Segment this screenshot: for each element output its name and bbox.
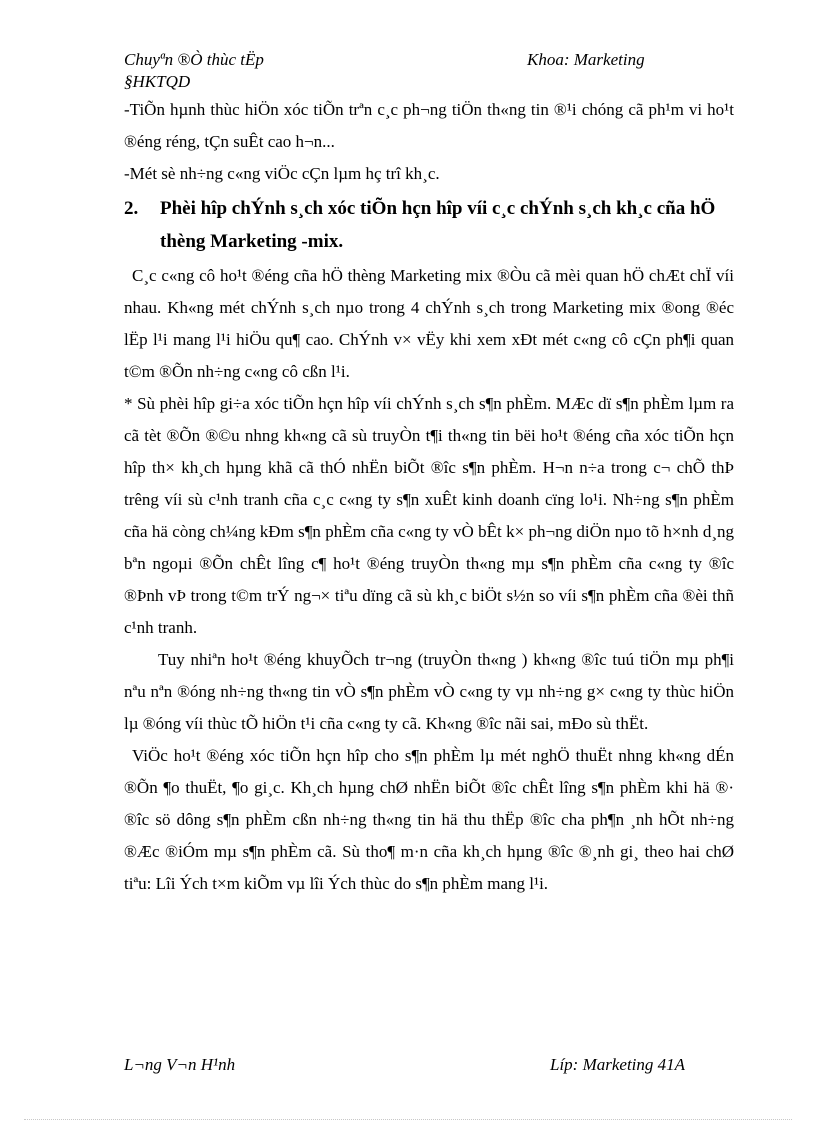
section-number: 2.	[124, 198, 139, 219]
document-body	[124, 94, 734, 900]
header-faculty: Khoa: Marketing	[527, 50, 645, 69]
header-university: §HKTQD	[124, 72, 191, 91]
header-topic: Chuyªn ®Ò thùc tËp	[124, 50, 264, 69]
paragraph-4: * Sù phèi hîp gi÷a xóc tiÕn hçn hîp víi chÝnh s¸ch s¶n phÈm. MÆc dï s¶n phÈm lµm ra cã tèt ®Õn ®©u nhng kh«ng cã sù truyÒn t¶i th«ng tin bëi ho¹t ®éng cña xóc tiÕn hçn hîp th× kh¸ch hµng khã cã thÓ nhËn biÕt ®îc s¶n phÈm. H¬n n÷a trong c¬ chÕ thÞ trêng víi sù c¹nh tranh cña c¸c c«ng ty s¶n xuÊt kinh doanh cïng lo¹i. Nh÷ng s¶n phÈm cña hä còng ch¼ng kÐm s¶n phÈm cña c«ng ty vÒ bÊt k× ph¬ng diÖn nµo tõ h×nh d¸ng bªn ngoµi ®Õn chÊt lîng c¶ ho¹t ®éng truyÒn th«ng mµ s¶n phÈm cña c«ng ty ®îc ®Þnh vÞ trong t©m trÝ ng¬× tiªu dïng cã sù kh¸c biÖt s½n so víi s¶n phÈm cña ®èi thñ c¹nh tranh.	[124, 394, 734, 637]
paragraph-5: Tuy nhiªn ho¹t ®éng khuyÕch tr¬ng (truyÒn th«ng ) kh«ng ®îc tuú tiÖn mµ ph¶i nªu nªn ®óng nh÷ng th«ng tin vÒ s¶n phÈm vÒ c«ng ty vµ nh÷ng g× c«ng ty thùc hiÖn lµ ®óng víi thùc tÕ hiÖn t¹i cña c«ng ty cã. Kh«ng ®îc nãi sai, mÐo sù thËt.	[124, 650, 734, 733]
section-title: Phèi hîp chÝnh s¸ch xóc tiÕn hçn hîp víi c¸c chÝnh s¸ch kh¸c cña hÖ thèng Marketing -mix.	[160, 198, 716, 252]
footer-author: L¬ng V¬n H¹nh	[124, 1055, 236, 1074]
paragraph-6: ViÖc ho¹t ®éng xóc tiÕn hçn hîp cho s¶n phÈm lµ mét nghÖ thuËt nhng kh«ng dÉn ®Õn ¶o thuËt, ¶o gi¸c. Kh¸ch hµng chØ nhËn biÕt ®îc chÊt lîng s¶n phÈm khi hä ®· ®îc sö dông s¶n phÈm cßn nh÷ng th«ng tin hä thu thËp ®îc cha ph¶n ¸nh hÕt nh÷ng ®Æc ®iÓm mµ s¶n phÈm cã. Sù tho¶ m·n cña kh¸ch hµng ®îc ®¸nh gi¸ theo hai chØ tiªu: Lîi Ých t×m kiÕm vµ lîi Ých thùc do s¶n phÈm mang l¹i.	[124, 746, 734, 893]
footer-class: Líp: Marketing 41A	[550, 1055, 686, 1074]
page-bottom-divider	[24, 1119, 792, 1120]
section-heading	[124, 192, 734, 258]
paragraph-3: C¸c c«ng cô ho¹t ®éng cña hÖ thèng Marketing mix ®Òu cã mèi quan hÖ chÆt chÏ víi nhau. Kh«ng mét chÝnh s¸ch nµo trong 4 chÝnh s¸ch trong Marketing mix ®ong ®éc lËp l¹i mang l¹i hiÖu qu¶ cao. ChÝnh v× vËy khi xem xÐt mét c«ng cô cÇn ph¶i quan t©m ®Õn nh÷ng c«ng cô cßn l¹i.	[124, 266, 734, 381]
paragraph-1: -TiÕn hµnh thùc hiÖn xóc tiÕn trªn c¸c ph¬ng tiÖn th«ng tin ®¹i chóng cã ph¹m vi ho¹t ®éng réng, tÇn suÊt cao h¬n...	[124, 100, 734, 151]
paragraph-2: -Mét sè nh÷ng c«ng viÖc cÇn lµm hç trî kh¸c.	[124, 164, 440, 183]
